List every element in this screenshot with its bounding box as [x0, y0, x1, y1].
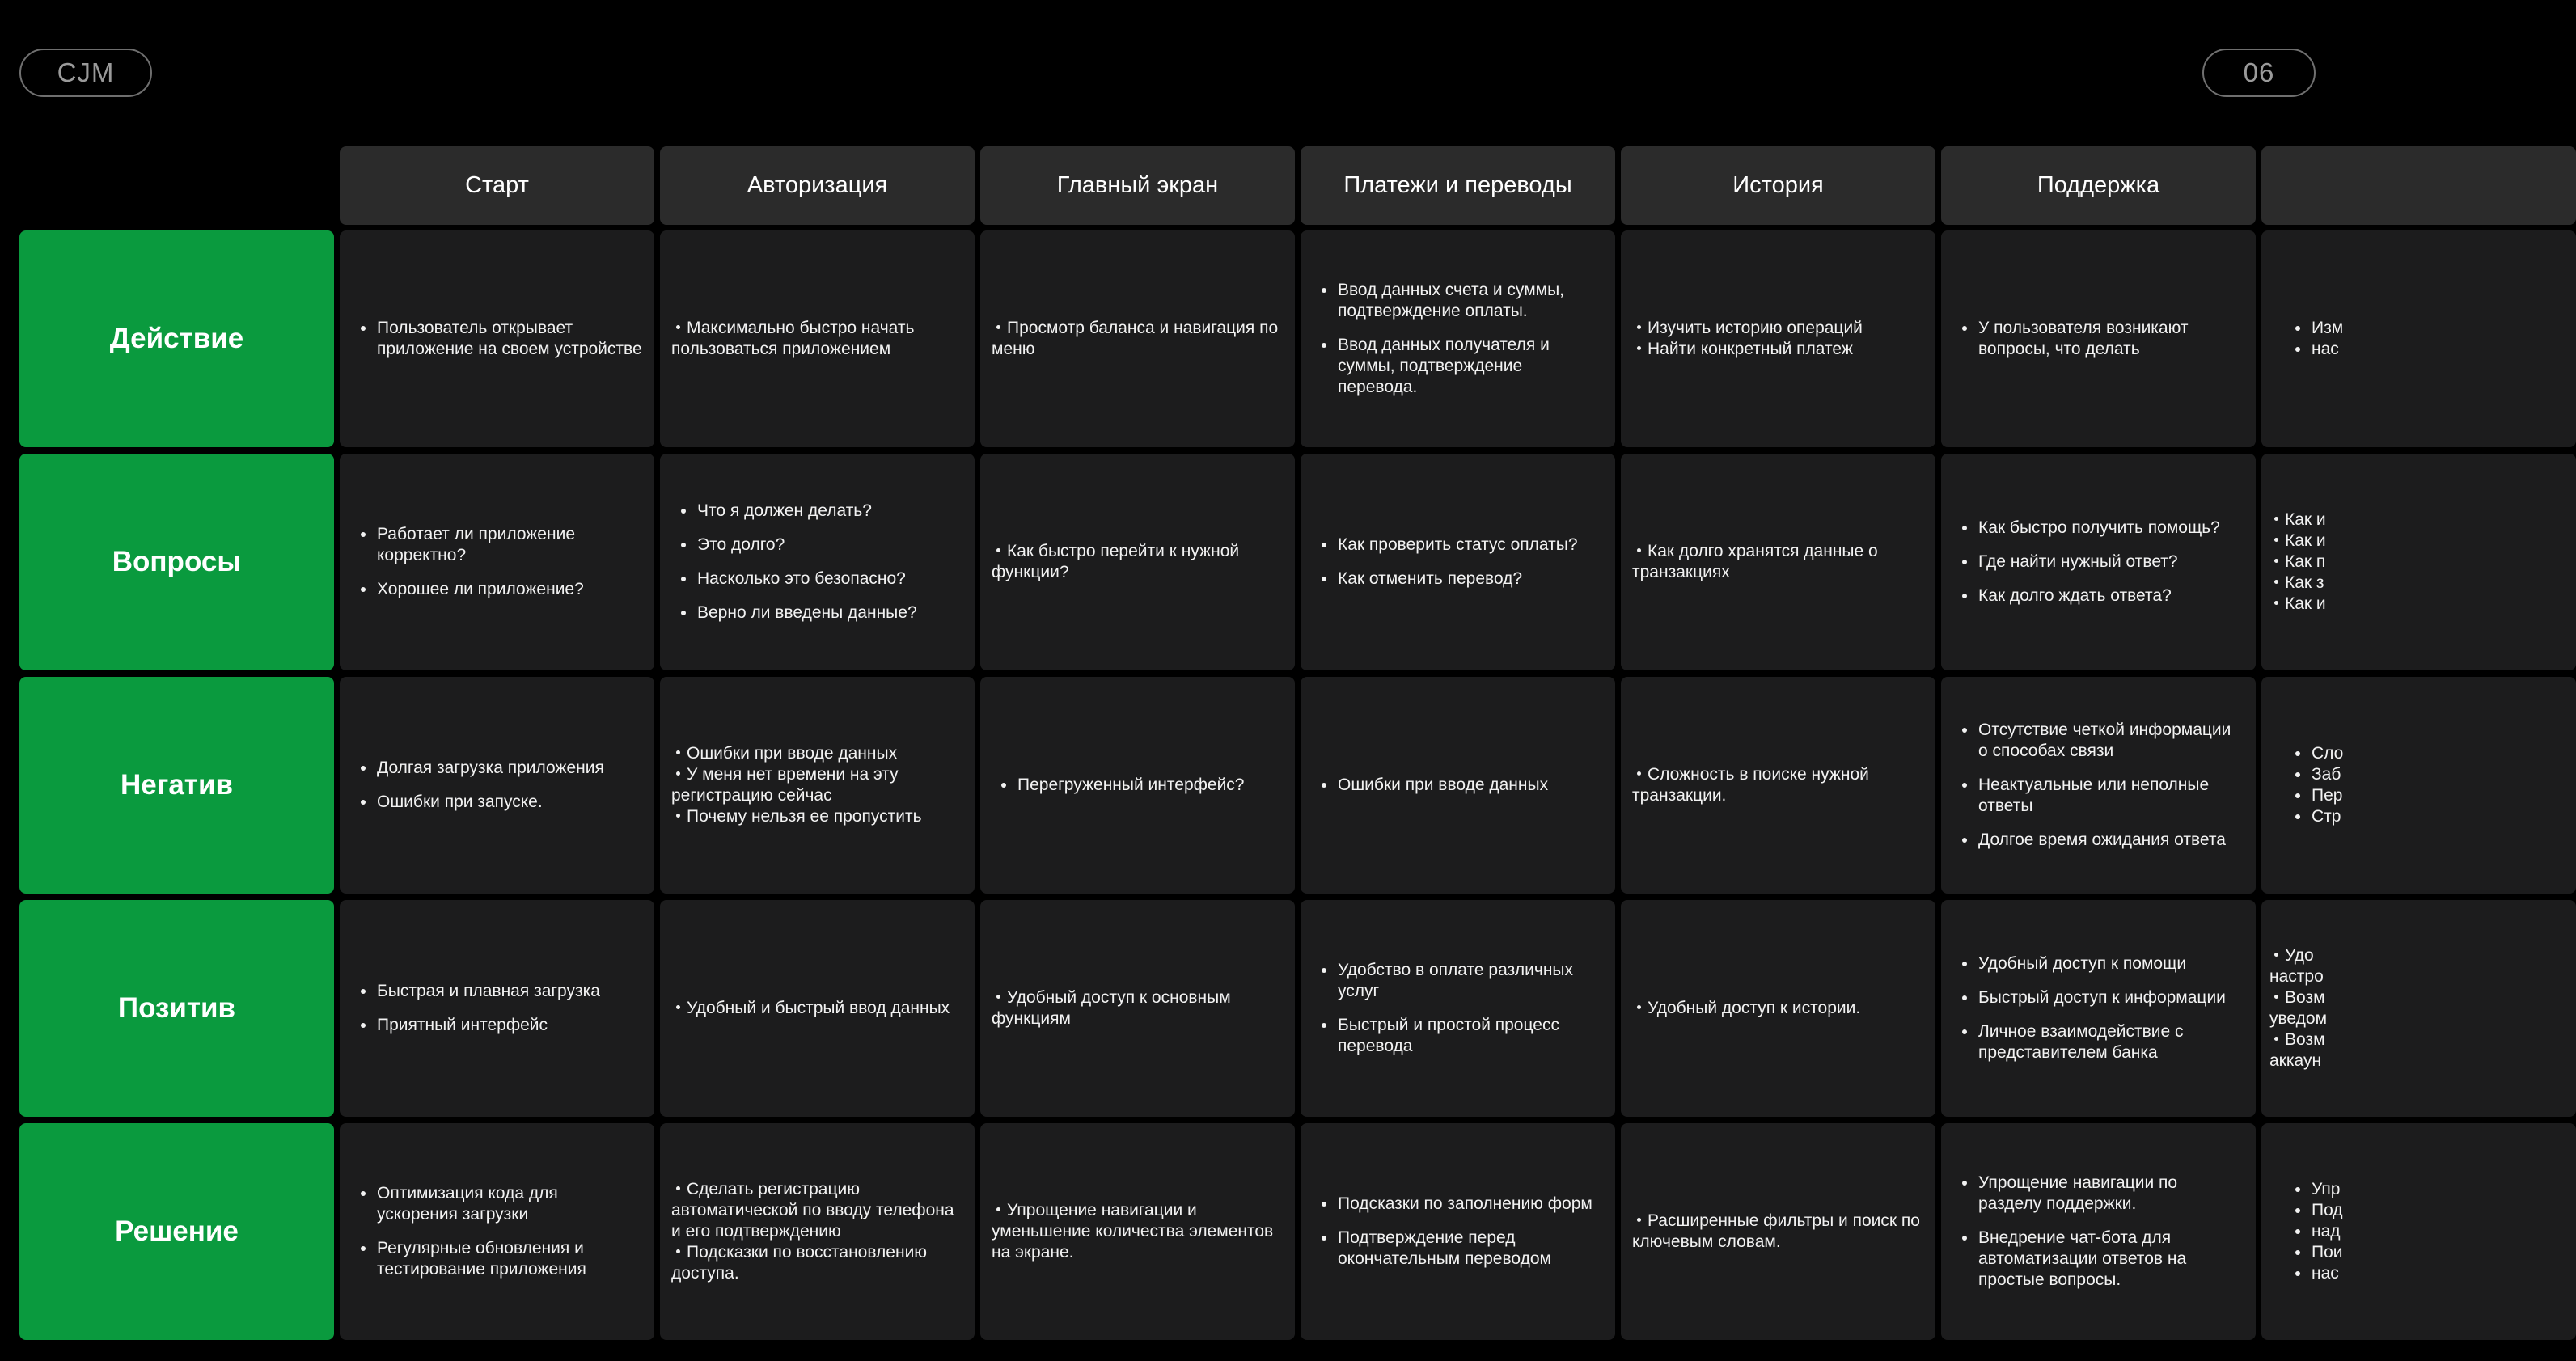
list-item: настро [2269, 967, 2324, 986]
cell-action-support [1941, 230, 2256, 447]
cell-action-history [1621, 230, 1935, 447]
list-item: Насколько это безопасно? [697, 568, 963, 590]
page-number-badge: 06 [2202, 49, 2316, 97]
list-item: Расширенные фильтры и поиск по ключевым словам. [1632, 1211, 1920, 1251]
row-header-solution: Решение [19, 1123, 334, 1340]
column-header-payments: Платежи и переводы [1301, 146, 1615, 225]
row-header-negative: Негатив [19, 677, 334, 894]
column-header-history: История [1621, 146, 1935, 225]
column-header-support: Поддержка [1941, 146, 2256, 225]
list-item: Долгое время ожидания ответа [1978, 830, 2244, 851]
cell-negative-auth [660, 677, 975, 894]
list-item: Как и [2269, 530, 2565, 552]
cell-positive-extra [2261, 900, 2576, 1117]
cell-questions-history [1621, 454, 1935, 670]
list-item: Как быстро получить помощь? [1978, 518, 2244, 539]
list-item: Приятный интерфейс [377, 1015, 643, 1036]
list-item: Пользователь открывает приложение на своем устройстве [377, 319, 642, 358]
cell-action-start [340, 230, 654, 447]
list-item: Заб [2312, 764, 2565, 785]
list-item: Подтверждение перед окончательным переводом [1338, 1228, 1604, 1270]
list-item: Регулярные обновления и тестирование приложения [377, 1238, 643, 1280]
cell-positive-start [340, 900, 654, 1117]
list-item: Работает ли приложение корректно? [377, 524, 643, 566]
list-item: Быстрый и простой процесс перевода [1338, 1015, 1604, 1057]
list-item: Пер [2312, 785, 2565, 806]
cell-questions-payments [1301, 454, 1615, 670]
cell-questions-support [1941, 454, 2256, 670]
list-item: Долгая загрузка приложения [377, 758, 643, 779]
cell-solution-history [1621, 1123, 1935, 1340]
list-item: Как и [2269, 509, 2565, 530]
cell-solution-payments [1301, 1123, 1615, 1340]
cell-solution-support [1941, 1123, 2256, 1340]
cell-negative-extra [2261, 677, 2576, 894]
column-header-auth: Авторизация [660, 146, 975, 225]
list-item: Ошибки при вводе данных [671, 743, 963, 764]
list-item: Упрощение навигации и уменьшение количества элементов на экране. [992, 1201, 1274, 1262]
list-item: Неактуальные или неполные ответы [1978, 775, 2244, 817]
list-item: Упрощение навигации по разделу поддержки. [1978, 1173, 2244, 1215]
list-item: Внедрение чат-бота для автоматизации ответов на простые вопросы. [1978, 1228, 2244, 1291]
cell-solution-start [340, 1123, 654, 1340]
column-header-start: Старт [340, 146, 654, 225]
list-item: Изм [2312, 318, 2565, 339]
list-item: Удо [2269, 945, 2565, 966]
list-item: Как отменить перевод? [1338, 568, 1604, 590]
list-item: Удобный доступ к помощи [1978, 953, 2244, 974]
list-item: Максимально быстро начать пользоваться приложением [671, 319, 915, 358]
list-item: Как з [2269, 573, 2565, 594]
list-item: нас [2312, 1263, 2565, 1284]
list-item: У пользователя возникают вопросы, что делать [1978, 318, 2244, 360]
cell-action-extra [2261, 230, 2576, 447]
list-item: Как проверить статус оплаты? [1338, 535, 1604, 556]
list-item: Изучить историю операций [1632, 318, 1924, 339]
cell-positive-history [1621, 900, 1935, 1117]
list-item: Перегруженный интерфейс? [1017, 775, 1284, 796]
list-item: Ошибки при запуске. [377, 792, 643, 813]
list-item: Подсказки по заполнению форм [1338, 1194, 1604, 1215]
list-item: уведом [2269, 1009, 2328, 1028]
row-header-questions: Вопросы [19, 454, 334, 670]
list-item: Стр [2312, 806, 2565, 827]
list-item: Как быстро перейти к нужной функции? [992, 542, 1240, 581]
list-item: нас [2312, 339, 2565, 360]
cell-positive-support [1941, 900, 2256, 1117]
list-item: Просмотр баланса и навигация по меню [992, 319, 1279, 358]
list-item: Найти конкретный платеж [1632, 339, 1924, 360]
cjm-badge: CJM [19, 49, 152, 97]
cell-questions-start [340, 454, 654, 670]
list-item: Подсказки по восстановлению доступа. [671, 1243, 928, 1283]
list-item: Пои [2312, 1242, 2565, 1263]
list-item: Удобство в оплате различных услуг [1338, 960, 1604, 1002]
row-header-positive: Позитив [19, 900, 334, 1117]
cell-action-main [980, 230, 1295, 447]
list-item: Быстрая и плавная загрузка [377, 981, 643, 1002]
cell-negative-start [340, 677, 654, 894]
list-item: Сделать регистрацию автоматической по вводу телефона и его подтверждению [671, 1180, 954, 1241]
list-item: Оптимизация кода для ускорения загрузки [377, 1183, 643, 1225]
column-header-main: Главный экран [980, 146, 1295, 225]
list-item: Почему нельзя ее пропустить [671, 806, 963, 827]
list-item: Быстрый доступ к информации [1978, 987, 2244, 1008]
cell-positive-payments [1301, 900, 1615, 1117]
list-item: Как п [2269, 552, 2565, 573]
cell-questions-auth [660, 454, 975, 670]
cell-solution-main [980, 1123, 1295, 1340]
cell-negative-support [1941, 677, 2256, 894]
cell-positive-main [980, 900, 1295, 1117]
list-item: У меня нет времени на эту регистрацию сейчас [671, 765, 899, 805]
list-item: Где найти нужный ответ? [1978, 552, 2244, 573]
cell-action-payments [1301, 230, 1615, 447]
list-item: Удобный доступ к основным функциям [992, 988, 1231, 1028]
cell-negative-payments [1301, 677, 1615, 894]
cell-negative-history [1621, 677, 1935, 894]
list-item: Под [2312, 1200, 2565, 1221]
cell-positive-auth [660, 900, 975, 1117]
list-item: Удобный и быстрый ввод данных [671, 998, 963, 1019]
cell-solution-extra [2261, 1123, 2576, 1340]
cell-questions-main [980, 454, 1295, 670]
column-header-extra [2261, 146, 2576, 225]
cell-solution-auth [660, 1123, 975, 1340]
list-item: Сло [2312, 743, 2565, 764]
list-item: Удобный доступ к истории. [1632, 998, 1924, 1019]
list-item: Как и [2269, 594, 2565, 615]
list-item: Что я должен делать? [697, 501, 963, 522]
cell-negative-main [980, 677, 1295, 894]
list-item: Упр [2312, 1179, 2565, 1200]
list-item: Сложность в поиске нужной транзакции. [1632, 765, 1869, 805]
list-item: Личное взаимодействие с представителем банка [1978, 1021, 2244, 1063]
list-item: Хорошее ли приложение? [377, 579, 643, 600]
list-item: Это долго? [697, 535, 963, 556]
list-item: Как долго ждать ответа? [1978, 585, 2244, 607]
list-item: Ввод данных счета и суммы, подтверждение оплаты. [1338, 280, 1604, 322]
list-item: Как долго хранятся данные о транзакциях [1632, 542, 1878, 581]
list-item: Отсутствие четкой информации о способах связи [1978, 720, 2244, 762]
row-header-action: Действие [19, 230, 334, 447]
list-item: Возм [2269, 987, 2565, 1008]
list-item: Возм [2269, 1029, 2565, 1050]
cell-questions-extra [2261, 454, 2576, 670]
list-item: над [2312, 1221, 2565, 1242]
list-item: Верно ли введены данные? [697, 602, 963, 623]
list-item: Ввод данных получателя и суммы, подтверждение перевода. [1338, 335, 1604, 398]
list-item: Ошибки при вводе данных [1338, 775, 1604, 796]
list-item: аккаун [2269, 1051, 2322, 1070]
cell-action-auth [660, 230, 975, 447]
